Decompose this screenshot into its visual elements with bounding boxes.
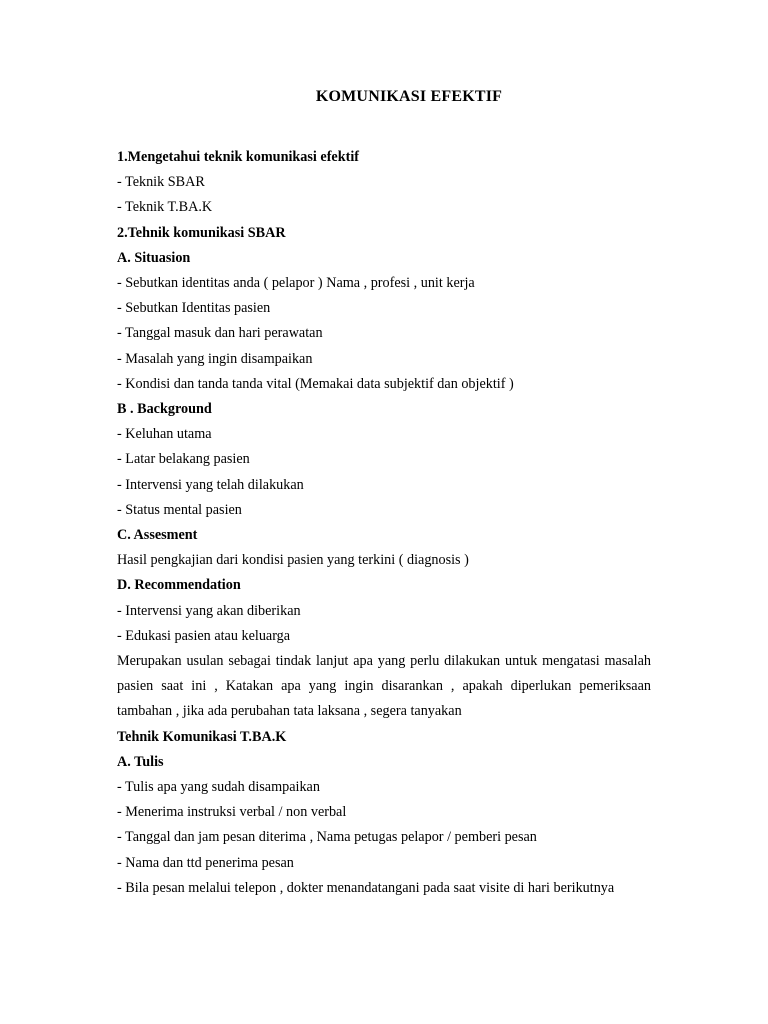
list-item: - Sebutkan identitas anda ( pelapor ) Nama , profesi , unit kerja (117, 275, 475, 292)
body-paragraph: Merupakan usulan sebagai tindak lanjut apa yang perlu dilakukan untuk mengatasi masalah pasien saat ini , Katakan apa yang ingin disarankan , apakah diperlukan pemeriksaan tambahan , jika ada perubahan tata laksana , segera tanyakan (117, 653, 651, 720)
list-item: - Tanggal masuk dan hari perawatan (117, 325, 323, 342)
list-item: - Kondisi dan tanda tanda vital (Memakai data subjektif dan objektif ) (117, 375, 514, 392)
list-item: - Nama dan ttd penerima pesan (117, 854, 294, 871)
section-heading: Tehnik Komunikasi T.BA.K (117, 728, 287, 745)
list-item: - Keluhan utama (117, 426, 212, 443)
list-item: - Sebutkan Identitas pasien (117, 300, 271, 317)
document-body (117, 145, 651, 901)
list-item: - Edukasi pasien atau keluarga (117, 627, 291, 644)
section-heading: 1.Mengetahui teknik komunikasi efektif (117, 149, 359, 165)
subsection-heading: B . Background (117, 401, 212, 418)
list-item: - Teknik T.BA.K (117, 199, 213, 216)
subsection-heading: A. Tulis (117, 753, 164, 770)
subsection-heading: D. Recommendation (117, 577, 241, 594)
list-item-paragraph: - Bila pesan melalui telepon , dokter menandatangani pada saat visite di hari berikutnya (117, 879, 615, 896)
body-text: Hasil pengkajian dari kondisi pasien yang terkini ( diagnosis ) (117, 552, 469, 569)
subsection-heading: A. Situasion (117, 249, 191, 266)
list-item: - Intervensi yang telah dilakukan (117, 476, 304, 493)
list-item: - Status mental pasien (117, 501, 242, 518)
list-item: - Tanggal dan jam pesan diterima , Nama petugas pelapor / pemberi pesan (117, 829, 537, 846)
list-item: - Intervensi yang akan diberikan (117, 602, 301, 619)
section-heading: 2.Tehnik komunikasi SBAR (117, 224, 286, 241)
document-title: KOMUNIKASI EFEKTIF (315, 88, 503, 105)
list-item: - Menerima instruksi verbal / non verbal (117, 804, 347, 821)
subsection-heading: C. Assesment (117, 527, 198, 544)
list-item: - Tulis apa yang sudah disampaikan (117, 779, 320, 796)
list-item: - Latar belakang pasien (117, 451, 250, 468)
list-item: - Teknik SBAR (117, 174, 205, 191)
list-item: - Masalah yang ingin disampaikan (117, 350, 313, 367)
